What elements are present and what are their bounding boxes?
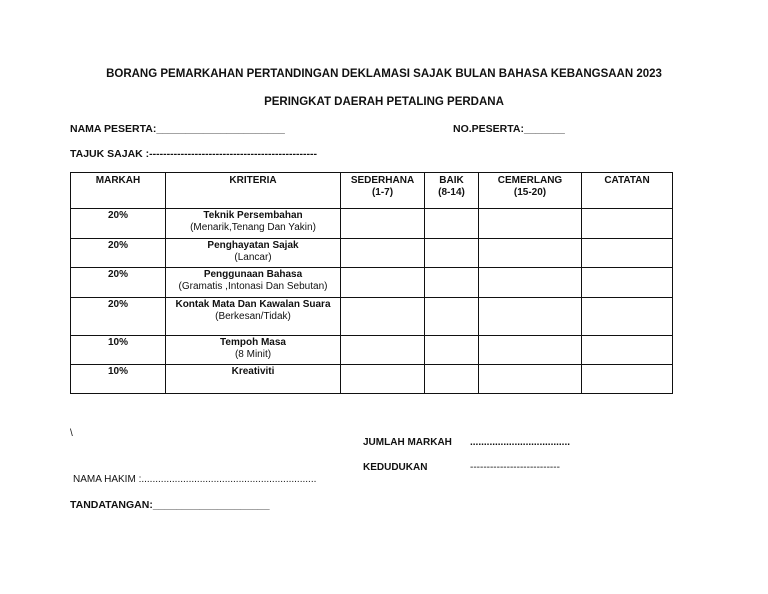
table-row [71, 239, 673, 268]
score-cell-cemerlang[interactable] [479, 268, 582, 298]
header-markah: MARKAH [71, 173, 166, 209]
catatan-cell[interactable] [582, 298, 673, 336]
score-cell-baik[interactable] [425, 336, 479, 365]
score-cell-baik[interactable] [425, 298, 479, 336]
kedudukan-label: KEDUDUKAN [363, 462, 428, 473]
kriteria-cell: Penghayatan Sajak (Lancar) [166, 239, 341, 268]
score-cell-baik[interactable] [425, 239, 479, 268]
score-cell-sederhana[interactable] [341, 268, 425, 298]
catatan-cell[interactable] [582, 239, 673, 268]
kriteria-cell: Tempoh Masa (8 Minit) [166, 336, 341, 365]
header-baik: BAIK (8-14) [425, 173, 479, 209]
kriteria-cell: Penggunaan Bahasa (Gramatis ,Intonasi Dan Sebutan) [166, 268, 341, 298]
no-peserta-field[interactable]: NO.PESERTA:_______ [453, 123, 565, 135]
catatan-cell[interactable] [582, 336, 673, 365]
score-cell-cemerlang[interactable] [479, 239, 582, 268]
kriteria-cell: Kreativiti [166, 365, 341, 394]
nama-peserta-field[interactable]: NAMA PESERTA:______________________ [70, 123, 285, 135]
form-title: BORANG PEMARKAHAN PERTANDINGAN DEKLAMASI SAJAK BULAN BAHASA KEBANGSAAN 2023 [106, 68, 662, 80]
markah-cell: 20% [71, 268, 166, 298]
tandatangan-field[interactable]: TANDATANGAN:____________________ [70, 499, 270, 511]
score-cell-sederhana[interactable] [341, 239, 425, 268]
nama-hakim-field[interactable]: NAMA HAKIM :............................................................... [73, 474, 317, 485]
score-cell-sederhana[interactable] [341, 365, 425, 394]
markah-cell: 10% [71, 336, 166, 365]
table-row [71, 268, 673, 298]
stray-mark: \ [70, 428, 73, 439]
kriteria-cell: Kontak Mata Dan Kawalan Suara (Berkesan/Tidak) [166, 298, 341, 336]
markah-cell: 10% [71, 365, 166, 394]
tajuk-sajak-field[interactable]: TAJUK SAJAK :------------------------------------------------ [70, 148, 317, 160]
markah-cell: 20% [71, 209, 166, 239]
table-row [71, 209, 673, 239]
score-cell-cemerlang[interactable] [479, 365, 582, 394]
score-cell-sederhana[interactable] [341, 209, 425, 239]
score-cell-cemerlang[interactable] [479, 298, 582, 336]
score-cell-baik[interactable] [425, 209, 479, 239]
score-cell-sederhana[interactable] [341, 336, 425, 365]
header-kriteria: KRITERIA [166, 173, 341, 209]
markah-cell: 20% [71, 239, 166, 268]
header-sederhana: SEDERHANA (1-7) [341, 173, 425, 209]
score-cell-baik[interactable] [425, 365, 479, 394]
table-row [71, 298, 673, 336]
table-header-row [71, 173, 673, 209]
header-cemerlang: CEMERLANG (15-20) [479, 173, 582, 209]
score-cell-cemerlang[interactable] [479, 209, 582, 239]
score-table [70, 172, 673, 394]
jumlah-markah-field[interactable]: .................................... [470, 437, 571, 448]
kriteria-cell: Teknik Persembahan (Menarik,Tenang Dan Yakin) [166, 209, 341, 239]
kedudukan-field[interactable]: --------------------------- [470, 462, 560, 473]
catatan-cell[interactable] [582, 268, 673, 298]
catatan-cell[interactable] [582, 365, 673, 394]
catatan-cell[interactable] [582, 209, 673, 239]
table-row [71, 365, 673, 394]
score-cell-baik[interactable] [425, 268, 479, 298]
table-row [71, 336, 673, 365]
score-cell-sederhana[interactable] [341, 298, 425, 336]
markah-cell: 20% [71, 298, 166, 336]
header-catatan: CATATAN [582, 173, 673, 209]
jumlah-markah-label: JUMLAH MARKAH [363, 437, 452, 448]
score-cell-cemerlang[interactable] [479, 336, 582, 365]
form-subtitle: PERINGKAT DAERAH PETALING PERDANA [264, 96, 504, 108]
